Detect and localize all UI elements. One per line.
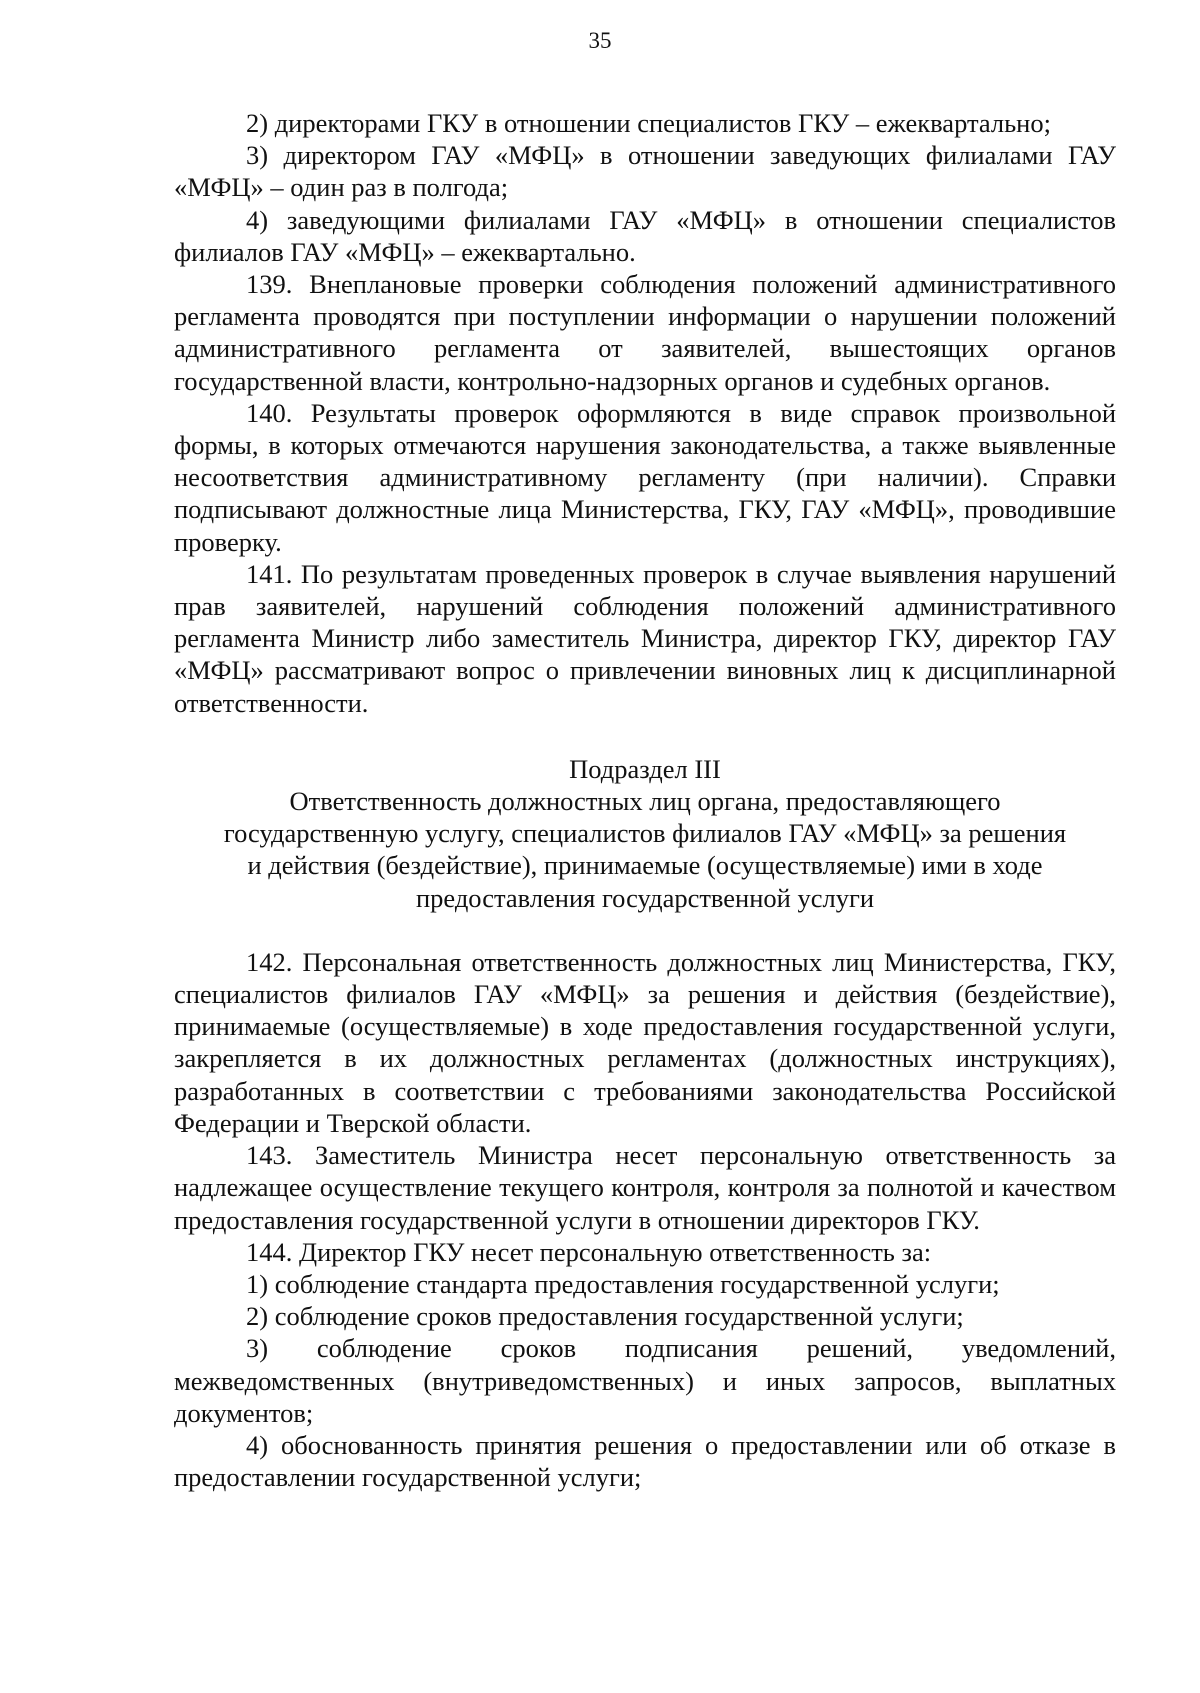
paragraph-140: 140. Результаты проверок оформляются в виде справок произвольной формы, в которых отмечаются нарушения законодательства, а также выявленные несоответствия административному регламенту (при наличии). Справки подписывают должностные лица Министерства, ГКУ, ГАУ «МФЦ», проводившие проверку. <box>174 397 1116 557</box>
paragraph-139: 139. Внеплановые проверки соблюдения положений административного регламента проводятся при поступлении информации о нарушении положений административного регламента от заявителей, вышестоящих органов государственной власти, контрольно-надзорных органов и судебных органов. <box>174 269 1116 396</box>
paragraph-item-3: 3) директором ГАУ «МФЦ» в отношении заведующих филиалами ГАУ «МФЦ» – один раз в полгода; <box>174 140 1116 203</box>
paragraph-142: 142. Персональная ответственность должностных лиц Министерства, ГКУ, специалистов филиалов ГАУ «МФЦ» за решения и действия (бездействие), принимаемые (осуществляемые) в ходе предоставления государственной услуги, закрепляется в их должностных регламентах (должностных инструкциях), разработанных в соответствии с требованиями законодательства Российской Федерации и Тверской области. <box>174 946 1116 1138</box>
spacer <box>174 914 1116 946</box>
section-title-line: предоставления государственной услуги <box>415 882 875 913</box>
document-body <box>174 107 1116 1493</box>
paragraph-144-item-3: 3) соблюдение сроков подписания решений, уведомлений, межведомственных (внутриведомственных) и иных запросов, выплатных документов; <box>174 1333 1116 1428</box>
section-title-line: и действия (бездействие), принимаемые (осуществляемые) ими в ходе <box>247 850 1043 881</box>
paragraph-144-item-1: 1) соблюдение стандарта предоставления государственной услуги; <box>246 1268 1000 1299</box>
section-heading <box>174 753 1116 914</box>
section-title-line: государственную услугу, специалистов филиалов ГАУ «МФЦ» за решения <box>223 818 1067 849</box>
page-number: 35 <box>588 28 612 53</box>
paragraph-144: 144. Директор ГКУ несет персональную ответственность за: <box>246 1236 932 1267</box>
spacer <box>174 719 1116 753</box>
paragraph-item-4: 4) заведующими филиалами ГАУ «МФЦ» в отношении специалистов филиалов ГАУ «МФЦ» – ежеквартально. <box>174 204 1116 267</box>
paragraph-143: 143. Заместитель Министра несет персональную ответственность за надлежащее осуществление текущего контроля, контроля за полнотой и качеством предоставления государственной услуги в отношении директоров ГКУ. <box>174 1140 1116 1235</box>
paragraph-144-item-2: 2) соблюдение сроков предоставления государственной услуги; <box>246 1301 964 1332</box>
paragraph-item-2: 2) директорами ГКУ в отношении специалистов ГКУ – ежеквартально; <box>246 108 1051 138</box>
section-label: Подраздел III <box>569 753 721 784</box>
paragraph-141: 141. По результатам проведенных проверок в случае выявления нарушений прав заявителей, нарушений соблюдения положений административного регламента Министр либо заместитель Министра, директор ГКУ, директор ГАУ «МФЦ» рассматривают вопрос о привлечении виновных лиц к дисциплинарной ответственности. <box>174 558 1116 718</box>
paragraph-144-item-4: 4) обоснованность принятия решения о предоставлении или об отказе в предоставлении государственной услуги; <box>174 1429 1116 1493</box>
section-title-line: Ответственность должностных лиц органа, предоставляющего <box>289 786 1001 817</box>
